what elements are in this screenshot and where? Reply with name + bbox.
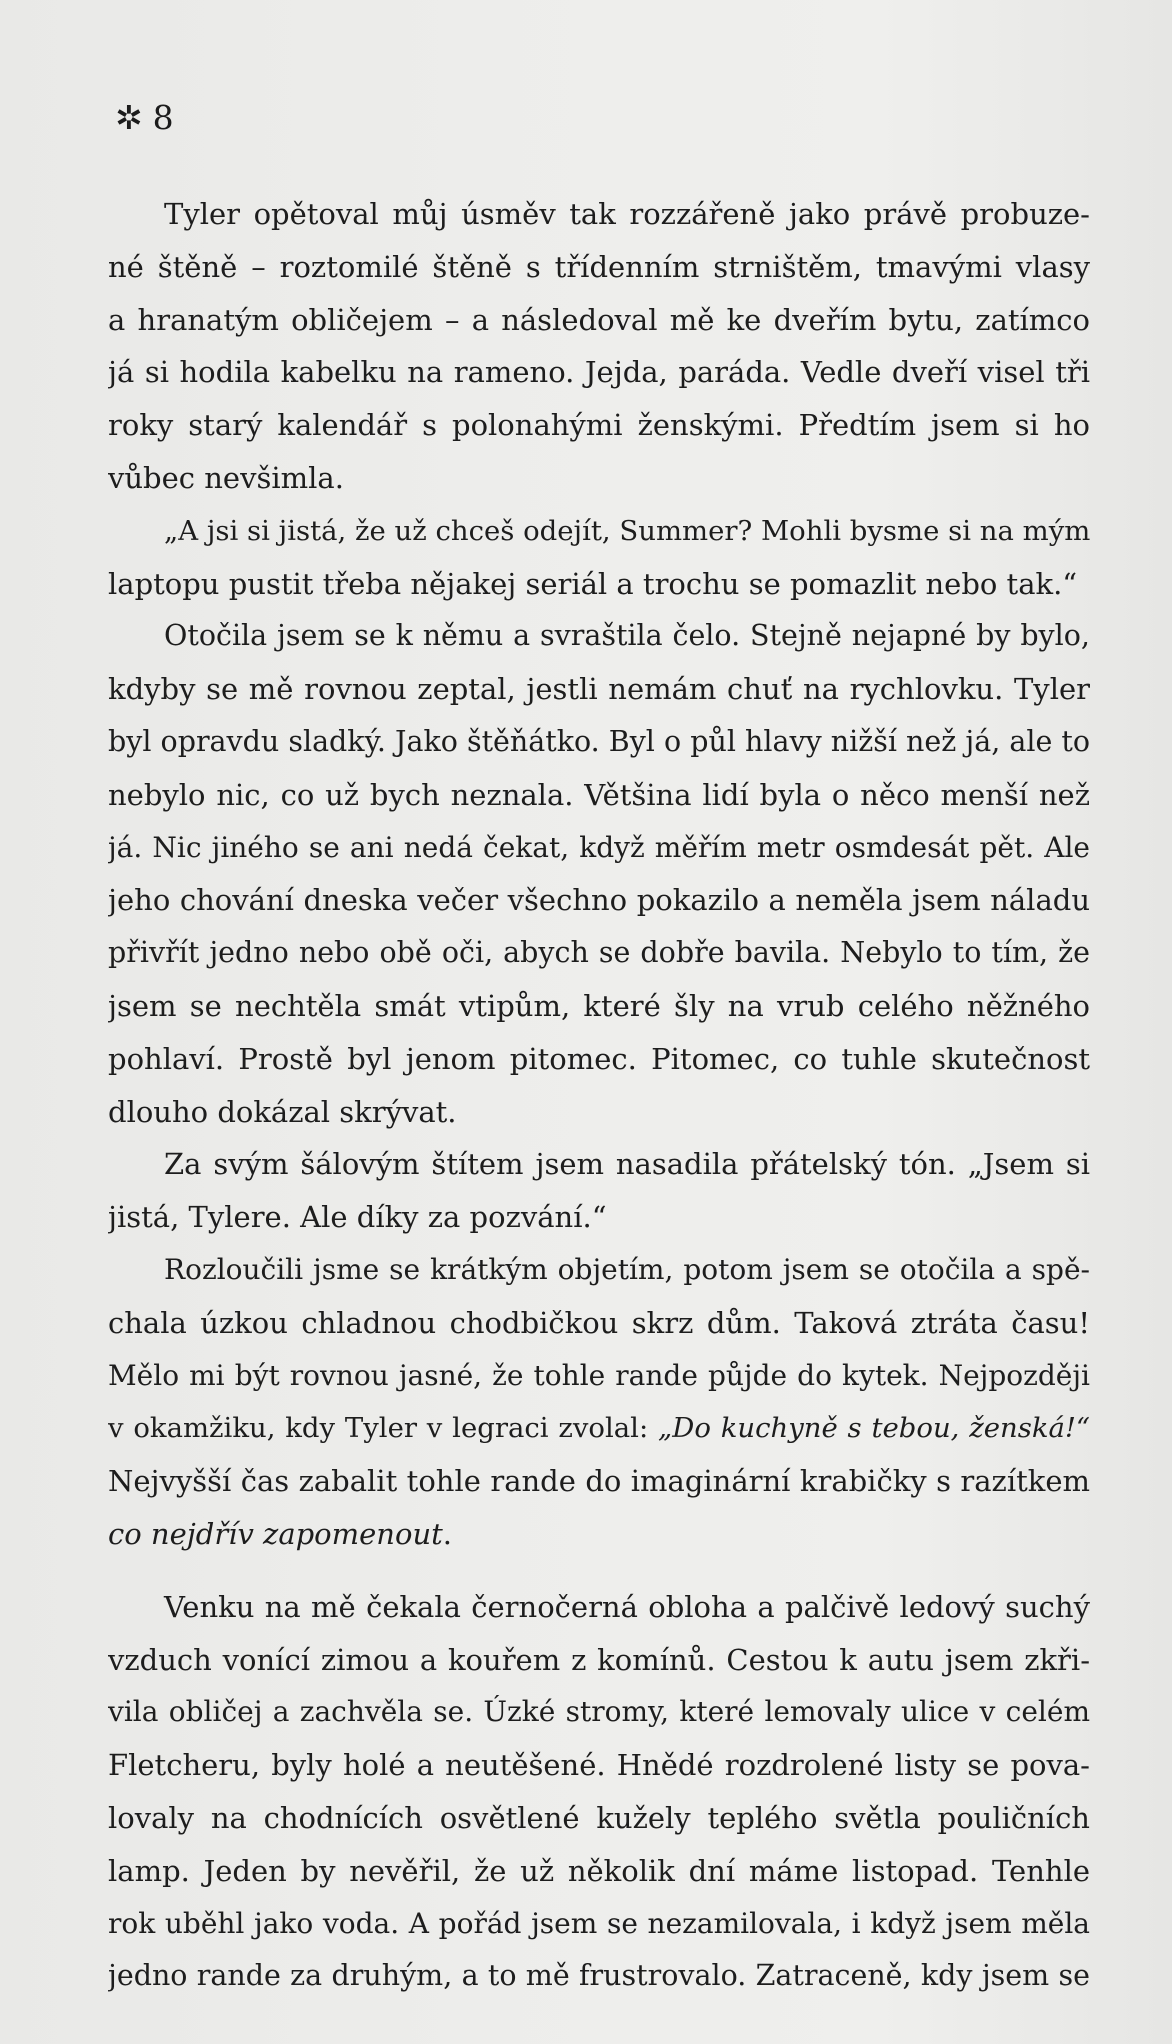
text-line [108, 1402, 1090, 1455]
text-segment: v okamžiku, kdy Tyler v legraci zvolal: [108, 1412, 659, 1445]
text-line [108, 663, 1090, 716]
text-line [108, 1898, 1090, 1951]
text-line [108, 1581, 1090, 1634]
italic-segment: co nejdřív zapomenout [108, 1516, 443, 1551]
text-segment: jeho chování dneska večer všechno pokazilo a neměla jsem náladu [108, 883, 1090, 918]
text-segment: kdyby se mě rovnou zeptal, jestli nemám chuť na rychlovku. Tyler [108, 672, 1090, 707]
text-line [108, 610, 1090, 663]
text-segment: chala úzkou chladnou chodbičkou skrz dům. Taková ztráta času! [108, 1305, 1090, 1340]
text-segment: Tyler opětoval můj úsměv tak rozzářeně jako právě probuze- [164, 197, 1090, 231]
text-segment: né štěně – roztomilé štěně s třídenním strništěm, tmavými vlasy [108, 249, 1090, 284]
text-segment: Venku na mě čekala černočerná obloha a palčivě ledový suchý [164, 1589, 1090, 1624]
text-line [108, 1508, 1090, 1561]
text-segment: . [442, 1516, 452, 1551]
text-segment: vůbec nevšimla. [108, 460, 344, 495]
text-segment: jistá, Tylere. Ale díky za pozvání.“ [108, 1200, 607, 1235]
text-line [108, 452, 1090, 505]
text-segment: a hranatým obličejem – a následoval mě ke dveřím bytu, zatímco [108, 302, 1090, 337]
text-line [108, 1138, 1090, 1191]
text-line [108, 1950, 1090, 2003]
text-segment: já si hodila kabelku na rameno. Jejda, paráda. Vedle dveří visel tři [108, 355, 1090, 390]
text-segment: rok uběhl jako voda. A pořád jsem se nezamilovala, i když jsem měla [108, 1906, 1090, 1940]
text-line [108, 294, 1090, 347]
text-segment: Nejvyšší čas zabalit tohle rande do imaginární krabičky s razítkem [108, 1464, 1090, 1499]
text-segment: nebylo nic, co už bych neznala. Většina lidí byla o něco menší než [108, 777, 1090, 812]
text-segment: laptopu pustit třeba nějakej seriál a trochu se pomazlit nebo tak.“ [108, 566, 1078, 601]
text-line [108, 505, 1090, 558]
text-segment: pohlaví. Prostě byl jenom pitomec. Pitomec, co tuhle skutečnost [108, 1041, 1090, 1076]
text-segment: Otočila jsem se k němu a svraštila čelo. Stejně nejapné by bylo, [164, 619, 1090, 653]
asterisk-ornament-icon: ✲ [115, 98, 143, 137]
text-segment: jsem se nechtěla smát vtipům, které šly na vrub celého něžného [108, 988, 1090, 1023]
text-line [108, 188, 1090, 241]
text-line [108, 1244, 1090, 1297]
page-number: 8 [152, 98, 174, 137]
text-line [108, 1033, 1090, 1086]
text-line [108, 1191, 1090, 1244]
text-line [108, 822, 1090, 875]
text-segment: roky starý kalendář s polonahými ženskými. Předtím jsem si ho [108, 408, 1090, 443]
text-segment: já. Nic jiného se ani nedá čekat, když měřím metr osmdesát pět. Ale [108, 830, 1090, 864]
text-line [108, 980, 1090, 1033]
text-line [108, 1634, 1090, 1687]
text-segment: vila obličej a zachvěla se. Úzké stromy, které lemovaly ulice v celém [108, 1695, 1090, 1729]
text-segment: Rozloučili jsme se krátkým objetím, potom jsem se otočila a spě- [164, 1252, 1090, 1286]
text-line [108, 558, 1090, 611]
text-line [108, 1686, 1090, 1739]
text-segment: Fletcheru, byly holé a neutěšené. Hnědé rozdrolené listy se pova- [108, 1748, 1090, 1783]
text-segment: Za svým šálovým štítem jsem nasadila přátelský tón. „Jsem si [164, 1147, 1090, 1182]
text-line [108, 927, 1090, 980]
text-segment: přivřít jedno nebo obě oči, abych se dobře bavila. Nebylo to tím, že [108, 936, 1090, 970]
text-line [108, 346, 1090, 399]
text-segment: Mělo mi být rovnou jasné, že tohle rande půjde do kytek. Nejpozději [108, 1358, 1090, 1392]
text-line [108, 769, 1090, 822]
text-line [108, 874, 1090, 927]
text-line [108, 1297, 1090, 1350]
text-line [108, 1739, 1090, 1792]
italic-segment: „Do kuchyně s tebou, ženská!“ [658, 1412, 1090, 1445]
text-line [108, 1086, 1090, 1139]
section-gap [108, 1561, 1090, 1581]
text-line [108, 1455, 1090, 1508]
text-segment: vzduch vonící zimou a kouřem z komínů. Cestou k autu jsem zkři- [108, 1642, 1090, 1677]
page-header [115, 98, 174, 138]
text-line [108, 1350, 1090, 1403]
text-segment: jedno rande za druhým, a to mě frustrovalo. Zatraceně, kdy jsem se [108, 1959, 1090, 1993]
text-segment: lovaly na chodnících osvětlené kužely teplého světla pouličních [108, 1800, 1090, 1835]
text-segment: „A jsi si jistá, že už chceš odejít, Summer? Mohli bysme si na mým [164, 514, 1090, 547]
text-segment: lamp. Jeden by nevěřil, že už několik dní máme listopad. Tenhle [108, 1853, 1090, 1888]
text-segment: dlouho dokázal skrývat. [108, 1094, 457, 1129]
text-line [108, 241, 1090, 294]
text-line [108, 1845, 1090, 1898]
text-line [108, 399, 1090, 452]
text-segment: byl opravdu sladký. Jako štěňátko. Byl o půl hlavy nižší než já, ale to [108, 724, 1090, 758]
text-line [108, 716, 1090, 769]
body-text [108, 188, 1090, 2003]
text-line [108, 1792, 1090, 1845]
